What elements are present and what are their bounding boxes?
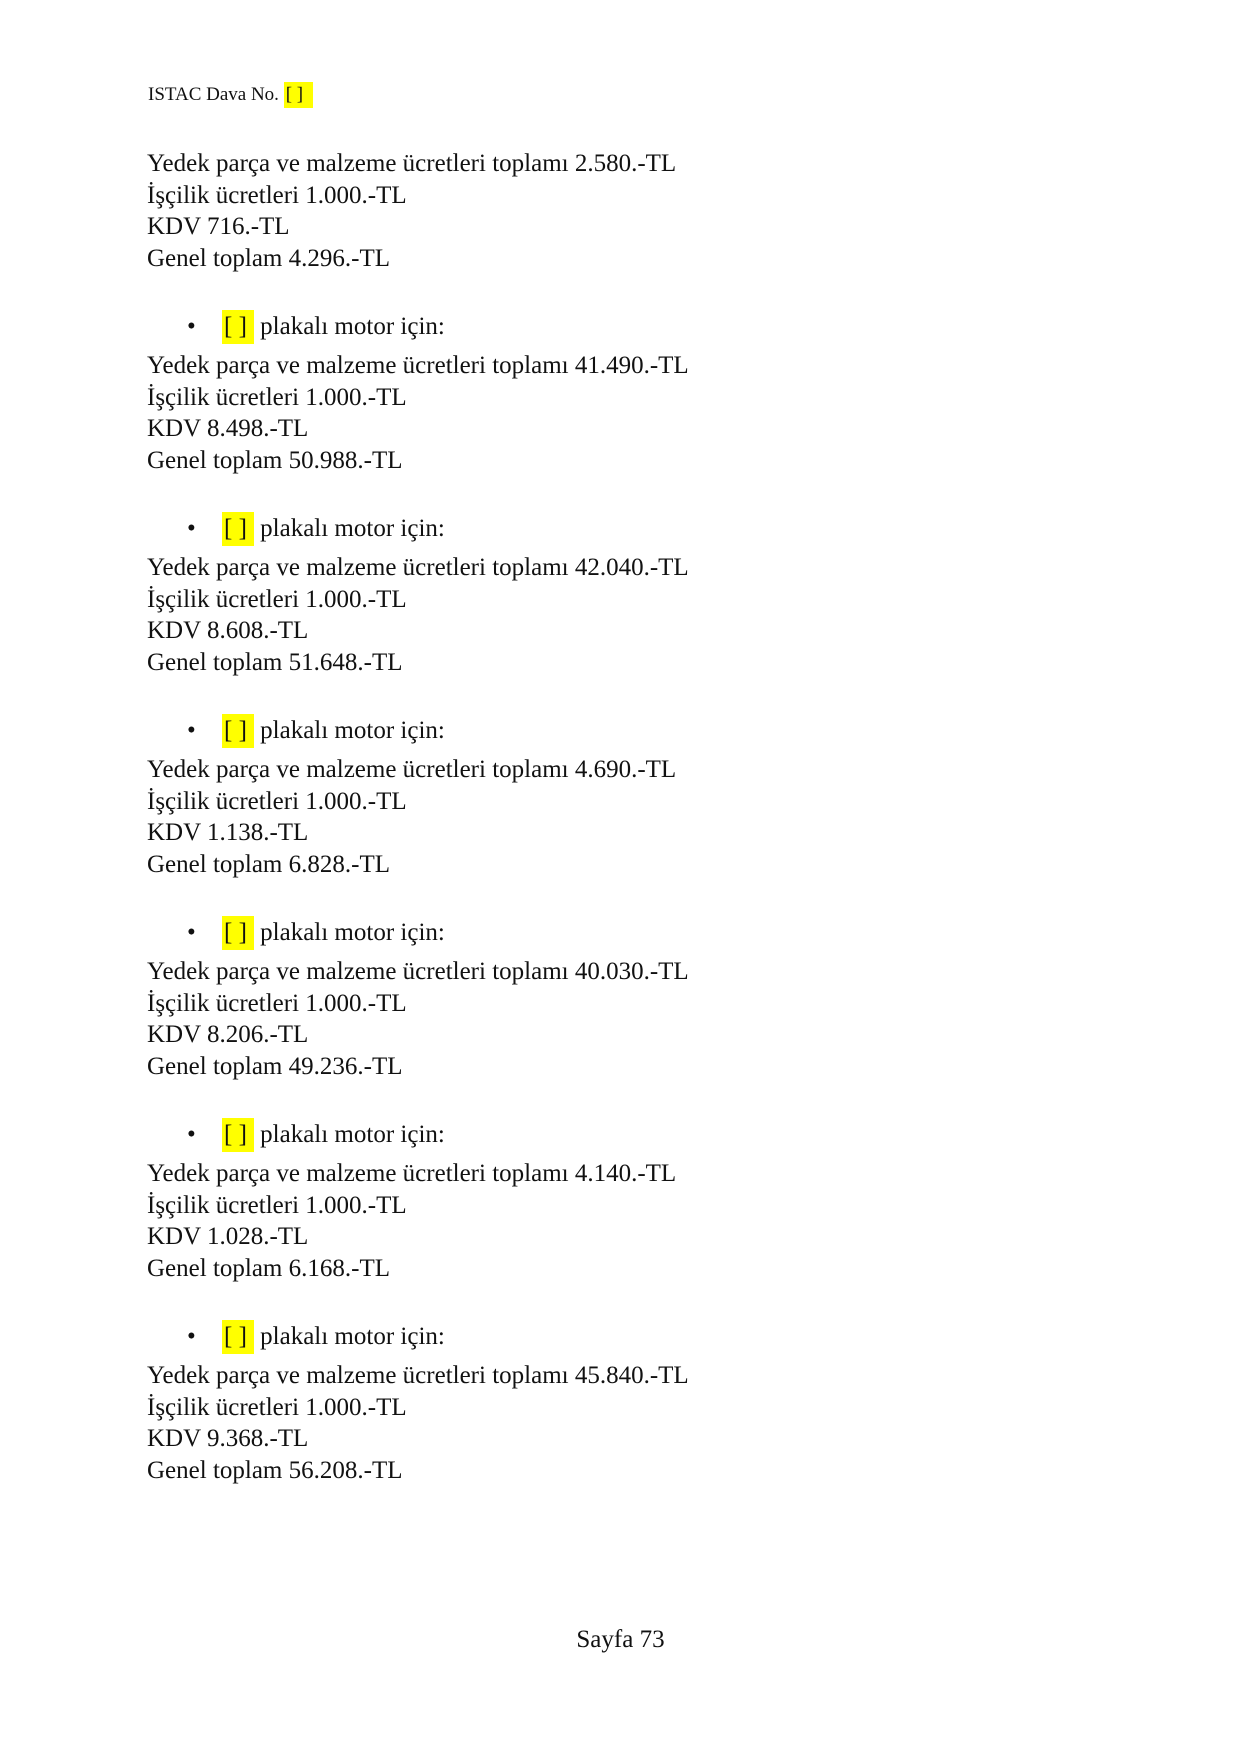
motor-bullet [147,1320,1107,1360]
bullet-icon: • [187,515,196,542]
labor-line: İşçilik ücretleri 1.000.-TL [147,989,407,1017]
bullet-text [222,1320,445,1354]
vat-line: KDV 8.206.-TL [147,1021,309,1048]
bullet-icon: • [187,1121,196,1148]
page-number: Sayfa 73 [576,1626,665,1653]
section-gap [147,1082,1107,1118]
bullet-label: plakalı motor için: [260,919,445,946]
grand-total-line: Genel toplam 51.648.-TL [147,648,403,676]
parts-total-line: Yedek parça ve malzeme ücretleri toplamı 41.490.-TL [147,352,689,379]
vat-line: KDV 716.-TL [147,213,290,240]
motor-bullet [147,1118,1107,1158]
motor-bullet [147,512,1107,552]
parts-total-line: Yedek parça ve malzeme ücretleri toplamı 42.040.-TL [147,554,689,581]
labor-line: İşçilik ücretleri 1.000.-TL [147,181,407,209]
case-number-placeholder: [ ] [284,82,313,108]
section-gap [147,274,1107,310]
document-body [147,148,1107,1486]
vat-line: KDV 8.608.-TL [147,617,309,644]
parts-total-line: Yedek parça ve malzeme ücretleri toplamı 4.690.-TL [147,756,677,783]
plate-placeholder: [ ] [222,1118,254,1152]
document-header [148,82,313,108]
bullet-text [222,916,445,950]
section-gap [147,880,1107,916]
plate-placeholder: [ ] [222,916,254,950]
bullet-label: plakalı motor için: [260,1323,445,1350]
bullet-text [222,310,445,344]
bullet-label: plakalı motor için: [260,1121,445,1148]
parts-total-line: Yedek parça ve malzeme ücretleri toplamı 2.580.-TL [147,150,677,177]
motor-section [147,1118,1107,1284]
motor-sections [147,274,1107,1486]
bullet-icon: • [187,1323,196,1350]
bullet-text [222,714,445,748]
bullet-text [222,512,445,546]
vat-line: KDV 8.498.-TL [147,415,309,442]
motor-bullet [147,916,1107,956]
grand-total-line: Genel toplam 50.988.-TL [147,446,403,474]
labor-line: İşçilik ücretleri 1.000.-TL [147,585,407,613]
parts-total-line: Yedek parça ve malzeme ücretleri toplamı 40.030.-TL [147,958,689,985]
parts-total-line: Yedek parça ve malzeme ücretleri toplamı 4.140.-TL [147,1160,677,1187]
plate-placeholder: [ ] [222,1320,254,1354]
motor-bullet [147,714,1107,754]
grand-total-line: Genel toplam 6.168.-TL [147,1254,390,1282]
plate-placeholder: [ ] [222,512,254,546]
plate-placeholder: [ ] [222,310,254,344]
motor-section [147,714,1107,880]
bullet-icon: • [187,313,196,340]
vat-line: KDV 9.368.-TL [147,1425,309,1452]
case-number-label: ISTAC Dava No. [148,84,279,105]
grand-total-line: Genel toplam 6.828.-TL [147,850,390,878]
intro-block [147,148,1107,274]
motor-section [147,916,1107,1082]
parts-total-line: Yedek parça ve malzeme ücretleri toplamı 45.840.-TL [147,1362,689,1389]
bullet-icon: • [187,717,196,744]
motor-section [147,512,1107,678]
section-gap [147,678,1107,714]
motor-section [147,310,1107,476]
grand-total-line: Genel toplam 49.236.-TL [147,1052,403,1080]
vat-line: KDV 1.028.-TL [147,1223,309,1250]
motor-section [147,1320,1107,1486]
grand-total-line: Genel toplam 56.208.-TL [147,1456,403,1484]
plate-placeholder: [ ] [222,714,254,748]
bullet-label: plakalı motor için: [260,313,445,340]
bullet-icon: • [187,919,196,946]
section-gap [147,476,1107,512]
labor-line: İşçilik ücretleri 1.000.-TL [147,1191,407,1219]
labor-line: İşçilik ücretleri 1.000.-TL [147,1393,407,1421]
vat-line: KDV 1.138.-TL [147,819,309,846]
section-gap [147,1284,1107,1320]
motor-bullet [147,310,1107,350]
grand-total-line: Genel toplam 4.296.-TL [147,244,390,272]
bullet-text [222,1118,445,1152]
labor-line: İşçilik ücretleri 1.000.-TL [147,787,407,815]
labor-line: İşçilik ücretleri 1.000.-TL [147,383,407,411]
bullet-label: plakalı motor için: [260,515,445,542]
bullet-label: plakalı motor için: [260,717,445,744]
